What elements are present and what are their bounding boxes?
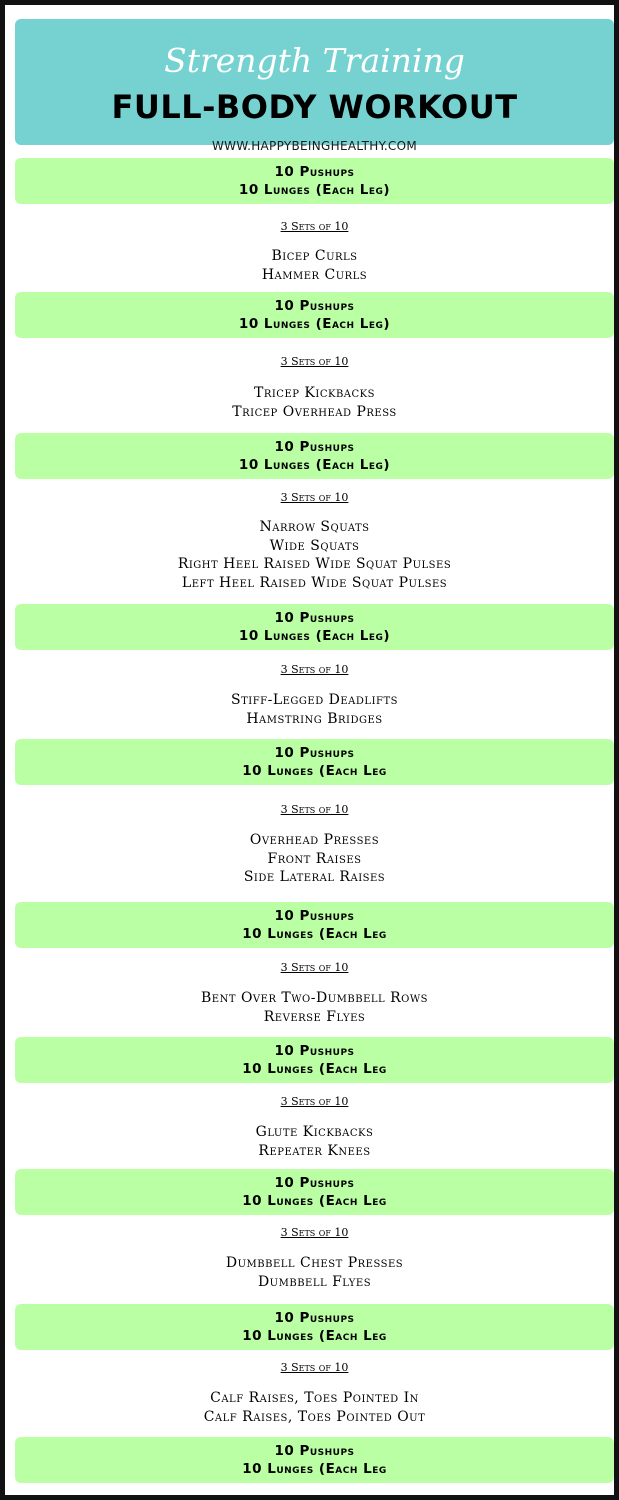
script-title: Strength Training — [164, 41, 465, 80]
sets-label: 3 Sets of 10 — [280, 1095, 349, 1108]
sets-label: 3 Sets of 10 — [280, 220, 349, 233]
bar-line: 10 Lunges (Each Leg) — [238, 457, 391, 473]
pushups-lunges-bar — [15, 1169, 614, 1215]
bar-line: 10 Lunges (Each Leg — [242, 1193, 387, 1209]
pushups-lunges-bar — [15, 604, 614, 650]
bar-line: 10 Pushups — [274, 164, 355, 180]
exercise-list — [5, 831, 619, 887]
pushups-lunges-bar — [15, 433, 614, 479]
pushups-lunges-bar — [15, 1437, 614, 1483]
exercise-item: Side Lateral Raises — [243, 869, 386, 885]
bar-line: 10 Pushups — [274, 1175, 355, 1191]
bar-line: 10 Lunges (Each Leg — [242, 763, 387, 779]
bar-line: 10 Pushups — [274, 1443, 355, 1459]
exercise-list — [5, 1389, 619, 1426]
bar-line: 10 Lunges (Each Leg — [242, 1328, 387, 1344]
bar-line: 10 Pushups — [274, 610, 355, 626]
exercise-item: Dumbbell Flyes — [257, 1273, 372, 1290]
exercise-item: Wide Squats — [269, 537, 360, 554]
pushups-lunges-bar — [15, 158, 614, 204]
exercise-item: Tricep Kickbacks — [253, 385, 376, 401]
sets-label: 3 Sets of 10 — [280, 961, 349, 974]
exercise-list — [5, 518, 619, 592]
website-url: WWW.HAPPYBEINGHEALTHY.COM — [211, 139, 418, 153]
exercise-item: Stiff-Legged Deadlifts — [231, 692, 398, 708]
bar-line: 10 Pushups — [274, 908, 355, 924]
main-title: FULL-BODY WORKOUT — [111, 88, 518, 126]
exercise-item: Repeater Knees — [258, 1142, 371, 1159]
bar-line: 10 Lunges (Each Leg — [242, 1061, 387, 1077]
exercise-item: Left Heel Raised Wide Squat Pulses — [181, 574, 448, 591]
bar-line: 10 Pushups — [274, 1310, 355, 1326]
exercise-item: Hammer Curls — [261, 266, 368, 283]
bar-line: 10 Pushups — [274, 1043, 355, 1059]
exercise-item: Bicep Curls — [271, 248, 358, 264]
bar-line: 10 Pushups — [274, 298, 355, 314]
bar-line: 10 Lunges (Each Leg — [242, 1461, 387, 1477]
exercise-item: Front Raises — [267, 850, 362, 867]
bar-line: 10 Lunges (Each Leg) — [238, 182, 391, 198]
exercise-item: Right Heel Raised Wide Squat Pulses — [177, 556, 452, 572]
exercise-item: Calf Raises, Toes Pointed Out — [203, 1408, 426, 1425]
exercise-list — [5, 989, 619, 1026]
exercise-list — [5, 1254, 619, 1291]
exercise-list — [5, 384, 619, 421]
pushups-lunges-bar — [15, 292, 614, 338]
header-banner — [15, 19, 614, 153]
bar-line: 10 Lunges (Each Leg) — [238, 628, 391, 644]
bar-line: 10 Pushups — [274, 745, 355, 761]
sets-label: 3 Sets of 10 — [280, 663, 349, 676]
exercise-list — [5, 247, 619, 284]
exercise-item: Calf Raises, Toes Pointed In — [210, 1390, 419, 1406]
exercise-item: Tricep Overhead Press — [232, 403, 397, 420]
pushups-lunges-bar — [15, 739, 614, 785]
exercise-item: Bent Over Two-Dumbbell Rows — [201, 990, 428, 1006]
sets-label: 3 Sets of 10 — [280, 355, 349, 368]
bar-line: 10 Pushups — [274, 439, 355, 455]
exercise-list — [5, 691, 619, 728]
pushups-lunges-bar — [15, 902, 614, 948]
exercise-item: Glute Kickbacks — [255, 1124, 374, 1140]
exercise-item: Overhead Presses — [249, 832, 380, 848]
pushups-lunges-bar — [15, 1304, 614, 1350]
sets-label: 3 Sets of 10 — [280, 1226, 349, 1239]
pushups-lunges-bar — [15, 1037, 614, 1083]
sets-label: 3 Sets of 10 — [280, 1361, 349, 1374]
exercise-item: Hamstring Bridges — [246, 710, 383, 727]
sets-label: 3 Sets of 10 — [280, 491, 349, 504]
bar-line: 10 Lunges (Each Leg) — [238, 316, 391, 332]
bar-line: 10 Lunges (Each Leg — [242, 926, 387, 942]
exercise-item: Narrow Squats — [259, 519, 370, 535]
exercise-item: Dumbbell Chest Presses — [225, 1255, 404, 1271]
sets-label: 3 Sets of 10 — [280, 803, 349, 816]
exercise-item: Reverse Flyes — [263, 1008, 366, 1025]
exercise-list — [5, 1123, 619, 1160]
